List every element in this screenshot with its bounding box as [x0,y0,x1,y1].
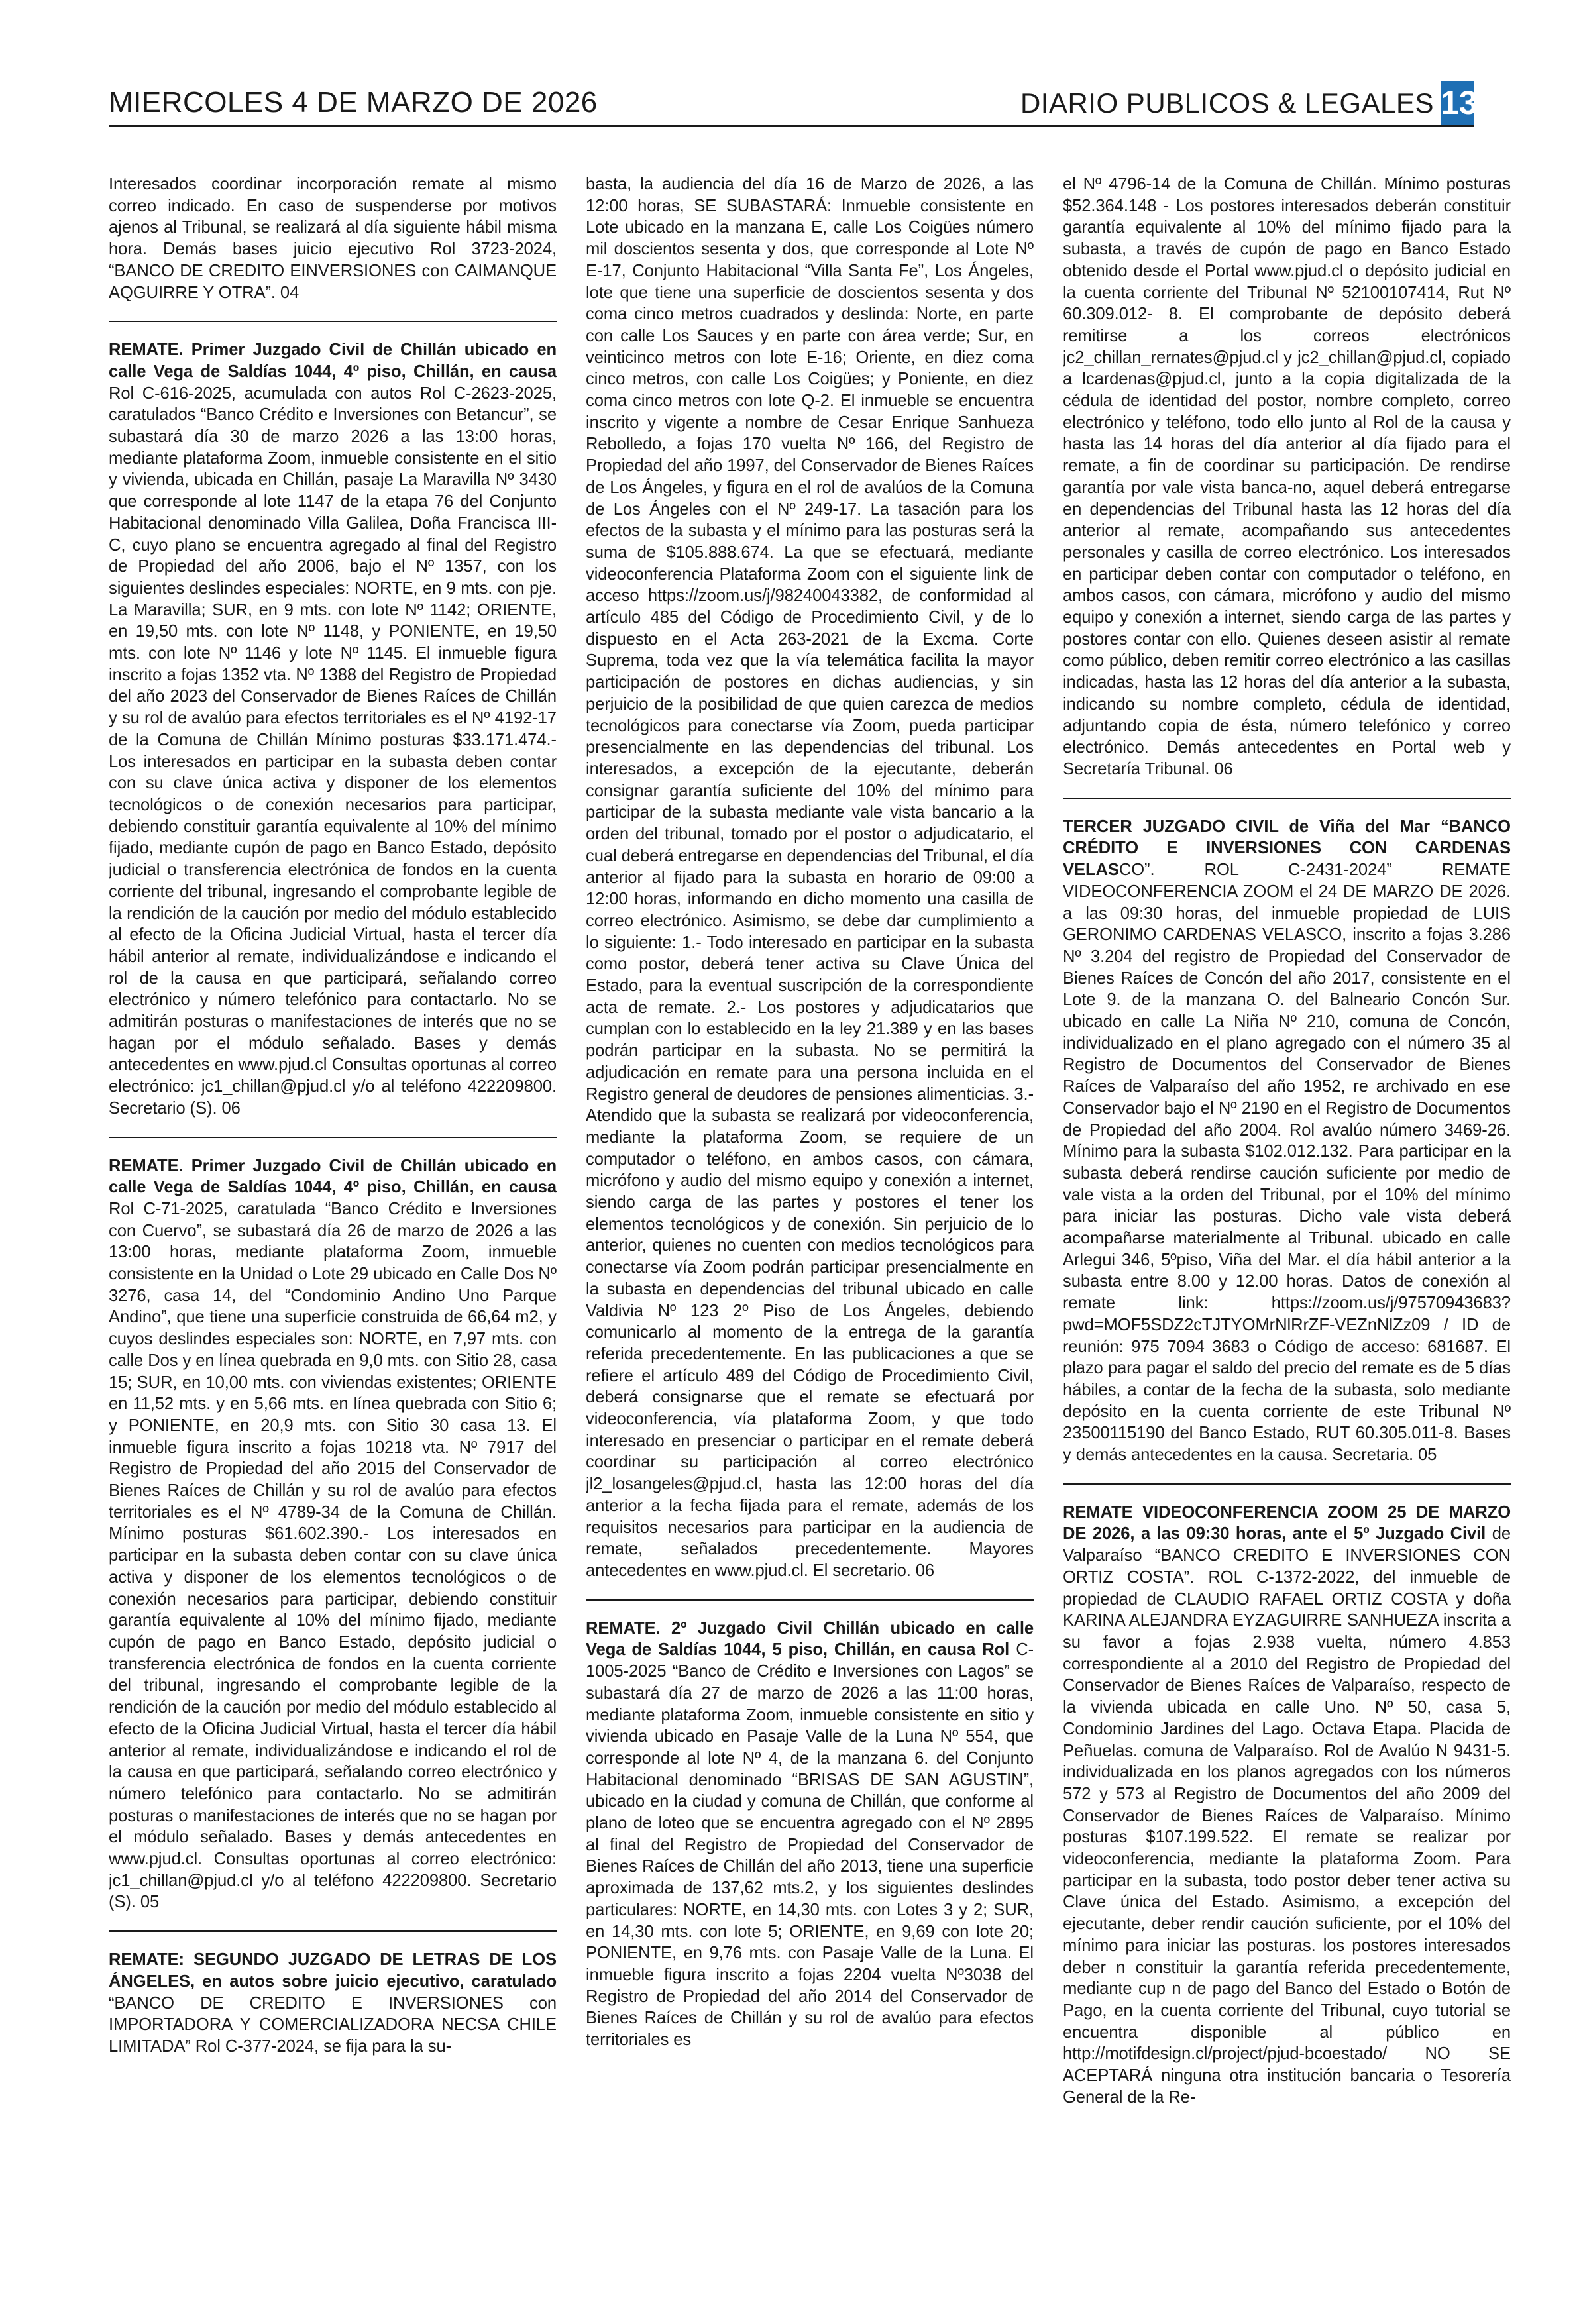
notice-continuation [586,174,1034,1582]
notice-divider [1063,798,1511,799]
notice-lead: REMATE. Primer Juzgado Civil de Chillán ubicado en calle Vega de Saldías 1044, 4º piso, Chillán, en causa [109,341,557,381]
notice-continuation [109,174,557,303]
notice-body: basta, la audiencia del día 16 de Marzo de 2026, a las 12:00 horas, SE SUBASTARÁ: Inmueble consistente en Lote ubicado en la manzana E, calle Los Coigües número mil doscientos sesenta y dos, que corresponde al Lote Nº E-17, Conjunto Habitacional “Villa Santa Fe”, Los Ángeles, lote que tiene una superficie de doscientos sesenta y dos coma cinco metros cuadrados y deslinda: Norte, en parte con calle Los Sauces y en parte con área verde; Sur, en veinticinco metros con lote E-16; Oriente, en diez coma cinco metros, con calle Los Coigües; y Poniente, en diez coma cinco metros con lote Q-2. El inmueble se encuentra inscrito y vigente a nombre de Cesar Enrique Sanhueza Rebolledo, a fojas 170 vuelta Nº 166, del Registro de Propiedad del año 1997, del Conservador de Bienes Raíces de Los Ángeles, y figura en el rol de avalúos de la Comuna de Los Ángeles con el Nº 249-17. La tasación para los efectos de la subasta y el mínimo para las posturas será la suma de $105.888.674. La que se efectuará, mediante videoconferencia Plataforma Zoom con el siguiente link de acceso https://zoom.us/j/98240043382, de conformidad al artículo 485 del Código de Procedimiento Civil, y de lo dispuesto en el Acta 263-2021 de la Excma. Corte Suprema, toda vez que la vía telemática facilita la mayor participación de postores en dichas audiencias, y sin perjuicio de la posibilidad de que quien carezca de medios tecnológicos para conectarse vía Zoom, pueda participar presencialmente en las dependencias del tribunal. Los interesados, a excepción de la ejecutante, deberán consignar garantía suficiente del 10% del mínimo para participar de la subasta mediante vale vista bancario a la orden del tribunal, tomado por el postor o adjudicatario, el cual deberá entregarse en dependencias del Tribunal, el día anterior al fijado para la subasta en horario de 09:00 a 12:00 horas, informando en dicho momento una casilla de correo electrónico. Asimismo, se debe dar cumplimiento a lo siguiente: 1.- Todo interesado en participar en la subasta como postor, deberá tener activa su Clave Única del Estado, para la eventual suscripción de la correspondiente acta de remate. 2.- Los postores y adjudicatarios que cumplan con lo establecido en la ley 21.389 y en las bases podrán participar en la subasta. No se permitirá la adjudicación en remate para una persona incluida en el Registro general de deudores de pensiones alimenticias. 3.- Atendido que la subasta se realizará por videoconferencia, mediante la plataforma Zoom, se requiere de un computador o teléfono, en ambos casos, con cámara, micrófono y audio del mismo equipo y conexión a internet, siendo carga de las partes y postores el tener los elementos tecnológicos y de conexión. Sin perjuicio de lo anterior, quienes no cuenten con medios tecnológicos para conectarse vía Zoom podrán participar presencialmente en la subasta en dependencias del tribunal ubicado en calle Valdivia Nº 123 2º Piso de Los Ángeles, debiendo comunicarlo al momento de la entrega de la garantía referida precedentemente. En las publicaciones a que se refiere el artículo 489 del Código de Procedimiento Civil, deberá consignarse que el remate se efectuará por videoconferencia, vía plataforma Zoom, y que todo interesado en presenciar o participar en el remate deberá coordinar su participación al correo electrónico jl2_losangeles@pjud.cl, hasta las 12:00 horas del día anterior a la fecha fijada para el remate, además de los requisitos necesarios para participar en la audiencia de remate, señalados precedentemente. Mayores antecedentes en www.pjud.cl. El secretario. 06 [586,175,1034,1580]
notice-body: el Nº 4796-14 de la Comuna de Chillán. Mínimo posturas $52.364.148 - Los postores interesados deberán constituir garantía equivalente al 10% del mínimo fijado para la subasta, a través de cupón de pago en Banco Estado obtenido desde el Portal www.pjud.cl o depósito judicial en la cuenta corriente del Tribunal Nº 52100107414, Rut Nº 60.309.012- 8. El comprobante de depósito deberá remitirse a los correos electrónicos jc2_chillan_rernates@pjud.cl y jc2_chillan@pjud.cl, copiado a lcardenas@pjud.cl, junto a la copia digitalizada de la cédula de identidad del postor, nombre completo, correo electrónico y teléfono, todo ello junto al Rol de la causa y hasta las 14 horas del día anterior al día fijado para el remate, a fin de coordinar su participación. De rendirse garantía por vale vista banca-no, aquel deberá entregarse en dependencias del Tribunal hasta las 12 horas del día anterior al remate, acompañando sus antecedentes personales y casilla de correo electrónico. Los interesados en participar deben contar con computador o teléfono, en ambos casos, con cámara, micrófono y audio del mismo equipo y conexión a internet, siendo carga de las partes y postores contar con ello. Quienes deseen asistir al remate como público, deben remitir correo electrónico a las casillas indicadas, hasta las 12 horas del día anterior a la subasta, indicando su nombre completo, cédula de identidad, adjuntando copia de ésta, número telefónico y correo electrónico. Demás antecedentes en Portal web y Secretaría Tribunal. 06 [1063,175,1511,778]
publication-name: DIARIO PUBLICOS & LEGALES [1020,87,1434,119]
page-header [109,82,1478,127]
notice-divider [1063,1483,1511,1485]
notice-remate-chillan-2 [109,1155,557,1914]
notice-continuation [1063,174,1511,780]
notice-body: CO”. ROL C-2431-2024” REMATE VIDEOCONFERENCIA ZOOM el 24 DE MARZO DE 2026. a las 09:30 horas, del inmueble propiedad de LUIS GERONIMO CARDENAS VELASCO, inscrito a fojas 3.286 Nº 3.204 del registro de Propiedad del Conservador de Bienes Raíces de Concón del año 2017, consistente en el Lote 9. de la manzana O. del Balneario Concón Sur. ubicado en calle La Niña Nº 210, comuna de Concón, individualizado en el plano agregado con el número 35 al Registro de Documentos del Conservador de Bienes Raíces de Valparaíso del año 1952, re archivado en ese Conservador bajo el Nº 2190 en el Registro de Documentos de Propiedad del año 2004. Rol avalúo número 3469-26. Mínimo para la subasta $102.012.132. Para participar en la subasta deberá rendirse caución suficiente por medio de vale vista a la orden del Tribunal, por el 10% del mínimo para iniciar las posturas. Dicho vale vista deberá acompañarse materialmente al Tribunal. ubicado en calle Arlegui 346, 5ºpiso, Viña del Mar. el día hábil anterior a la subasta entre 8.00 y 12.00 horas. Datos de conexión al remate link: https://zoom.us/j/97570943683?pwd=MOF5SDZ2cTJTYOMrNlRrZF-VEZnNlZz09 / ID de reunión: 975 7094 3683 o Código de acceso: 681687. El plazo para pagar el saldo del precio del remate es de 5 días hábiles, a contar de la fecha de la subasta, solo mediante depósito en la cuenta corriente de este Tribunal Nº 23500115190 del Banco Estado, RUT 60.305.011-8. Bases y demás antecedentes en la causa. Secretaria. 05 [1063,861,1511,1465]
notice-body: Rol C-71-2025, caratulada “Banco Crédito e Inversiones con Cuervo”, se subastará día 26 de marzo de 2026 a las 13:00 horas, mediante plataforma Zoom, inmueble consistente en la Unidad o Lote 29 ubicado en Calle Dos Nº 3276, casa 14, del “Condominio Andino Uno Parque Andino”, que tiene una superficie construida de 66,64 m2, y cuyos deslindes especiales son: NORTE, en 7,97 mts. con calle Dos y en línea quebrada en 9,0 mts. con Sitio 28, casa 15; SUR, en 10,00 mts. con viviendas existentes; ORIENTE en 11,52 mts. y en 5,66 mts. en línea quebrada con Sitio 6; y PONIENTE, en 20,9 mts. con Sitio 30 casa 13. El inmueble figura inscrito a fojas 10218 vta. Nº 7917 del Registro de Propiedad del año 2015 del Conservador de Bienes Raíces de Chillán y su rol de avalúo para efectos territoriales es el Nº 4789-34 de la Comuna de Chillán. Mínimo posturas $61.602.390.- Los interesados en participar en la subasta deben contar con su clave única activa y disponer de los elementos tecnológicos o de conexión necesarios para participar, debiendo constituir garantía equivalente al 10% del mínimo fijado, mediante cupón de pago en Banco Estado, depósito judicial o transferencia electrónica de fondos en la cuenta corriente del tribunal, ingresando el comprobante legible de la rendición de la caución por medio del módulo establecido al efecto de la Oficina Judicial Virtual, hasta el tercer día hábil anterior al remate, individualizándose e indicando el rol de la causa en que participará, señalando correo electrónico y número telefónico para contactarlo. No se admitirán posturas o manifestaciones de interés que no se hagan por el módulo señalado. Bases y demás antecedentes en www.pjud.cl. Consultas oportunas al correo electrónico: jc1_chillan@pjud.cl y/o al teléfono 422209800. Secretario (S). 05 [109,1199,557,1912]
column-middle [586,174,1034,2294]
notice-divider [109,1930,557,1932]
page-number-badge: 13 [1441,81,1474,125]
notice-remate-chillan-1 [109,339,557,1119]
notice-remate-chillan-3 [586,1618,1034,2051]
notice-remate-los-angeles [109,1949,557,2058]
notice-body: C-1005-2025 “Banco de Crédito e Inversiones con Lagos” se subastará día 27 de marzo de 2026 a las 11:00 horas, mediante plataforma Zoom, inmueble consistente en sitio y vivienda ubicado en Pasaje Valle de la Luna Nº 554, que corresponde al lote Nº 4, de la manzana 6. del Conjunto Habitacional denominado “BRISAS DE SAN AGUSTIN”, ubicado en la ciudad y comuna de Chillán, que conforme al plano de loteo que se encuentra agregado con el Nº 2895 al final del Registro de Propiedad del Conservador de Bienes Raíces de Chillán del año 2013, tiene una superficie aproximada de 137,62 mts.2, y los siguientes deslindes particulares: NORTE, en 14,30 mts. con Lotes 3 y 2; SUR, en 14,30 mts. con lote 5; ORIENTE, en 9,69 con lote 20; PONIENTE, en 9,76 mts. con Pasaje Valle de la Luna. El inmueble figura inscrito a fojas 2204 vuelta Nº3038 del Registro de Propiedad del año 2014 del Conservador de Bienes Raíces de Chillán y su rol de avalúo para efectos territoriales es [586,1640,1034,2050]
notice-lead: REMATE: SEGUNDO JUZGADO DE LETRAS DE LOS ÁNGELES, en autos sobre juicio ejecutivo, caratulado [109,1950,557,1991]
issue-date: MIERCOLES 4 DE MARZO DE 2026 [109,86,598,119]
notice-remate-valparaiso [1063,1502,1511,2109]
notice-lead: REMATE VIDEOCONFERENCIA ZOOM 25 DE MARZO DE 2026, a las 09:30 horas, ante el 5º Juzgado Civil [1063,1503,1511,1544]
notice-divider [109,1137,557,1138]
notice-divider [109,321,557,322]
notice-lead: REMATE. 2º Juzgado Civil Chillán ubicado en calle Vega de Saldías 1044, 5 piso, Chillán, en causa Rol [586,1618,1034,1660]
notice-body: Rol C-616-2025, acumulada con autos Rol C-2623-2025, caratulados “Banco Crédito e Inversiones con Betancur”, se subastará día 30 de marzo 2026 a las 13:00 horas, mediante plataforma Zoom, inmueble consistente en el sitio y vivienda, ubicada en Chillán, pasaje La Maravilla Nº 3430 que corresponde al lote 1147 de la etapa 76 del Conjunto Habitacional denominado Villa Galilea, Doña Francisca III-C, cuyo plano se encuentra agregado al final del Registro de Propiedad del año 2006, bajo el Nº 1357, con los siguientes deslindes especiales: NORTE, en 9 mts. con pje. La Maravilla; SUR, en 9 mts. con lote Nº 1142; ORIENTE, en 19,50 mts. con lote Nº 1148, y PONIENTE, en 19,50 mts. con lote Nº 1146 y lote Nº 1145. El inmueble figura inscrito a fojas 1352 vta. Nº 1388 del Registro de Propiedad del año 2023 del Conservador de Bienes Raíces de Chillán y su rol de avalúo para efectos territoriales es el Nº 4192-17 de la Comuna de Chillán Mínimo posturas $33.171.474.- Los interesados en participar en la subasta deben contar con su clave única activa y disponer de los elementos tecnológicos o de conexión necesarios para participar, debiendo constituir garantía equivalente al 10% del mínimo fijado, mediante cupón de pago en Banco Estado, depósito judicial o transferencia electrónica de fondos en la cuenta corriente del tribunal, ingresando el comprobante legible de la rendición de la caución por medio del módulo establecido al efecto de la Oficina Judicial Virtual, hasta el tercer día hábil anterior al remate, individualizándose e indicando el rol de la causa en que participará, señalando correo electrónico y número telefónico para contactarlo. No se admitirán posturas o manifestaciones de interés que no se hagan por el módulo señalado. Bases y demás antecedentes en www.pjud.cl Consultas oportunas al correo electrónico: jc1_chillan@pjud.cl y/o al teléfono 422209800. Secretario (S). 06 [109,384,557,1118]
column-right [1063,174,1511,2294]
column-left [109,174,557,2294]
notice-body: “BANCO DE CREDITO E INVERSIONES con IMPORTADORA Y COMERCIALIZADORA NECSA CHILE LIMITADA” Rol C-377-2024, se fija para la su- [109,1993,557,2056]
notice-body: Interesados coordinar incorporación remate al mismo correo indicado. En caso de suspenderse por motivos ajenos al Tribunal, se realizará al día siguiente hábil misma hora. Demás bases juicio ejecutivo Rol 3723-2024, “BANCO DE CREDITO EINVERSIONES con CAIMANQUE AQGUIRRE Y OTRA”. 04 [109,175,557,302]
notice-body: de Valparaíso “BANCO CREDITO E INVERSIONES CON ORTIZ COSTA”. ROL C-1372-2022, del inmueble de propiedad de CLAUDIO RAFAEL ORTIZ COSTA y doña KARINA ALEJANDRA EYZAGUIRRE SANHUEZA inscrita a su favor a fojas 2.938 vuelta, número 4.853 correspondiente al a 2010 del Registro de Propiedad del Conservador de Bienes Raíces de Valparaíso, respecto de la vivienda ubicada en calle Uno. Nº 50, casa 5, Condominio Jardines del Lago. Octava Etapa. Placida de Peñuelas. comuna de Valparaíso. Rol de Avalúo N 9431-5. individualizada en los planos agregados con los números 572 y 573 al Registro de Documentos del año 2009 del Conservador de Bienes Raíces de Valparaíso. Mínimo posturas $107.199.522. El remate se realizar por videoconferencia, mediante la plataforma Zoom. Para participar en la subasta, todo postor deber tener activa su Clave única del Estado. Asimismo, a excepción del ejecutante, deber rendir caución suficiente, por el 10% del mínimo para iniciar las posturas. los postores interesados deber n constituir la garantía referida precedentemente, mediante cup n de pago del Banco del Estado o Botón de Pago, en la cuenta corriente del Tribunal, cuyo tutorial se encuentra disponible al público en http://motifdesign.cl/project/pjud-bcoestado/ NO SE ACEPTARÁ ninguna otra institución bancaria o Tesorería General de la Re- [1063,1524,1511,2107]
notice-lead: TERCER JUZGADO CIVIL de Viña del Mar “BANCO CRÉDITO E INVERSIONES CON CARDENAS VELAS [1063,817,1511,880]
notice-divider [586,1599,1034,1601]
notice-lead: REMATE. Primer Juzgado Civil de Chillán ubicado en calle Vega de Saldías 1044, 4º piso, Chillán, en causa [109,1156,557,1197]
notice-remate-vina-del-mar [1063,816,1511,1466]
